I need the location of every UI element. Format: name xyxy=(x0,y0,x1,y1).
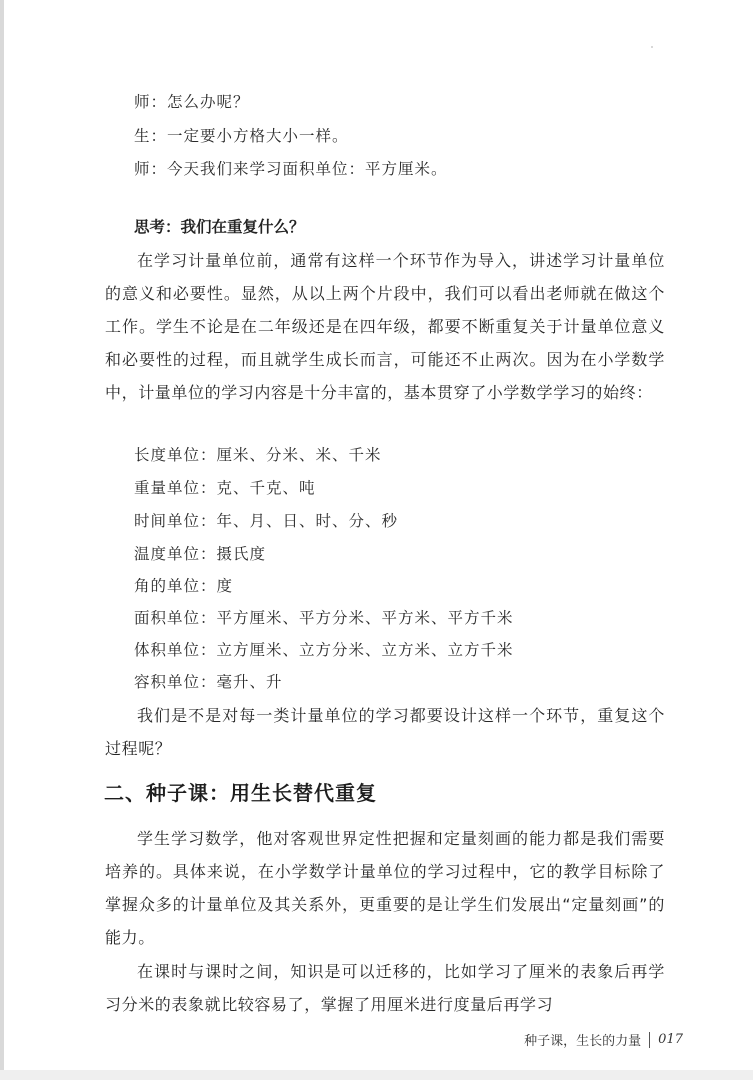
paragraph-transfer: 在课时与课时之间，知识是可以迁移的，比如学习了厘米的表象后再学习分米的表象就比较容易了，掌握了用厘米进行度量后再学习 xyxy=(105,962,665,1014)
footer-page-number: 017 xyxy=(658,1032,683,1047)
footer-divider xyxy=(649,1032,650,1048)
paragraph-intro: 在学习计量单位前，通常有这样一个环节作为导入，讲述学习计量单位的意义和必要性。显然，从以上两个片段中，我们可以看出老师就在做这个工作。学生不论是在二年级还是在四年级，都要不断重复关于计量单位意义和必要性的过程，而且就学生成长而言，可能还不止两次。因为在小学数学中，计量单位的学习内容是十分丰富的，基本贯穿了小学数学学习的始终： xyxy=(105,251,665,402)
page-bottom-edge xyxy=(0,1070,753,1080)
paragraph-goals: 学生学习数学，他对客观世界定性把握和定量刻画的能力都是我们需要培养的。具体来说，在小学数学计量单位的学习过程中，它的教学目标除了掌握众多的计量单位及其关系外，更重要的是让学生们发展出“定量刻画”的能力。 xyxy=(105,829,665,947)
unit-line-capacity: 容积单位：毫升、升 xyxy=(134,673,283,691)
dialog-line-3: 师：今天我们来学习面积单位：平方厘米。 xyxy=(134,160,448,178)
think-heading: 思考：我们在重复什么？ xyxy=(134,218,305,236)
footer-book-title: 种子课，生长的力量 xyxy=(524,1034,642,1049)
page-footer xyxy=(524,1030,683,1049)
dialog-line-2: 生：一定要小方格大小一样。 xyxy=(134,127,349,145)
unit-line-length: 长度单位：厘米、分米、米、千米 xyxy=(134,446,382,464)
paragraph-question: 我们是不是对每一类计量单位的学习都要设计这样一个环节，重复这个过程呢？ xyxy=(105,706,665,758)
unit-line-angle: 角的单位：度 xyxy=(134,577,234,595)
dialog-line-1: 师：怎么办呢？ xyxy=(134,93,250,111)
unit-line-temperature: 温度单位：摄氏度 xyxy=(134,545,267,563)
section-heading: 二、种子课：用生长替代重复 xyxy=(104,781,377,805)
unit-line-time: 时间单位：年、月、日、时、分、秒 xyxy=(134,512,399,530)
unit-line-area: 面积单位：平方厘米、平方分米、平方米、平方千米 xyxy=(134,609,514,627)
unit-line-volume: 体积单位：立方厘米、立方分米、立方米、立方千米 xyxy=(134,641,514,659)
page-left-edge xyxy=(0,0,4,1080)
unit-line-weight: 重量单位：克、千克、吨 xyxy=(134,479,316,497)
page-speck xyxy=(651,46,653,48)
